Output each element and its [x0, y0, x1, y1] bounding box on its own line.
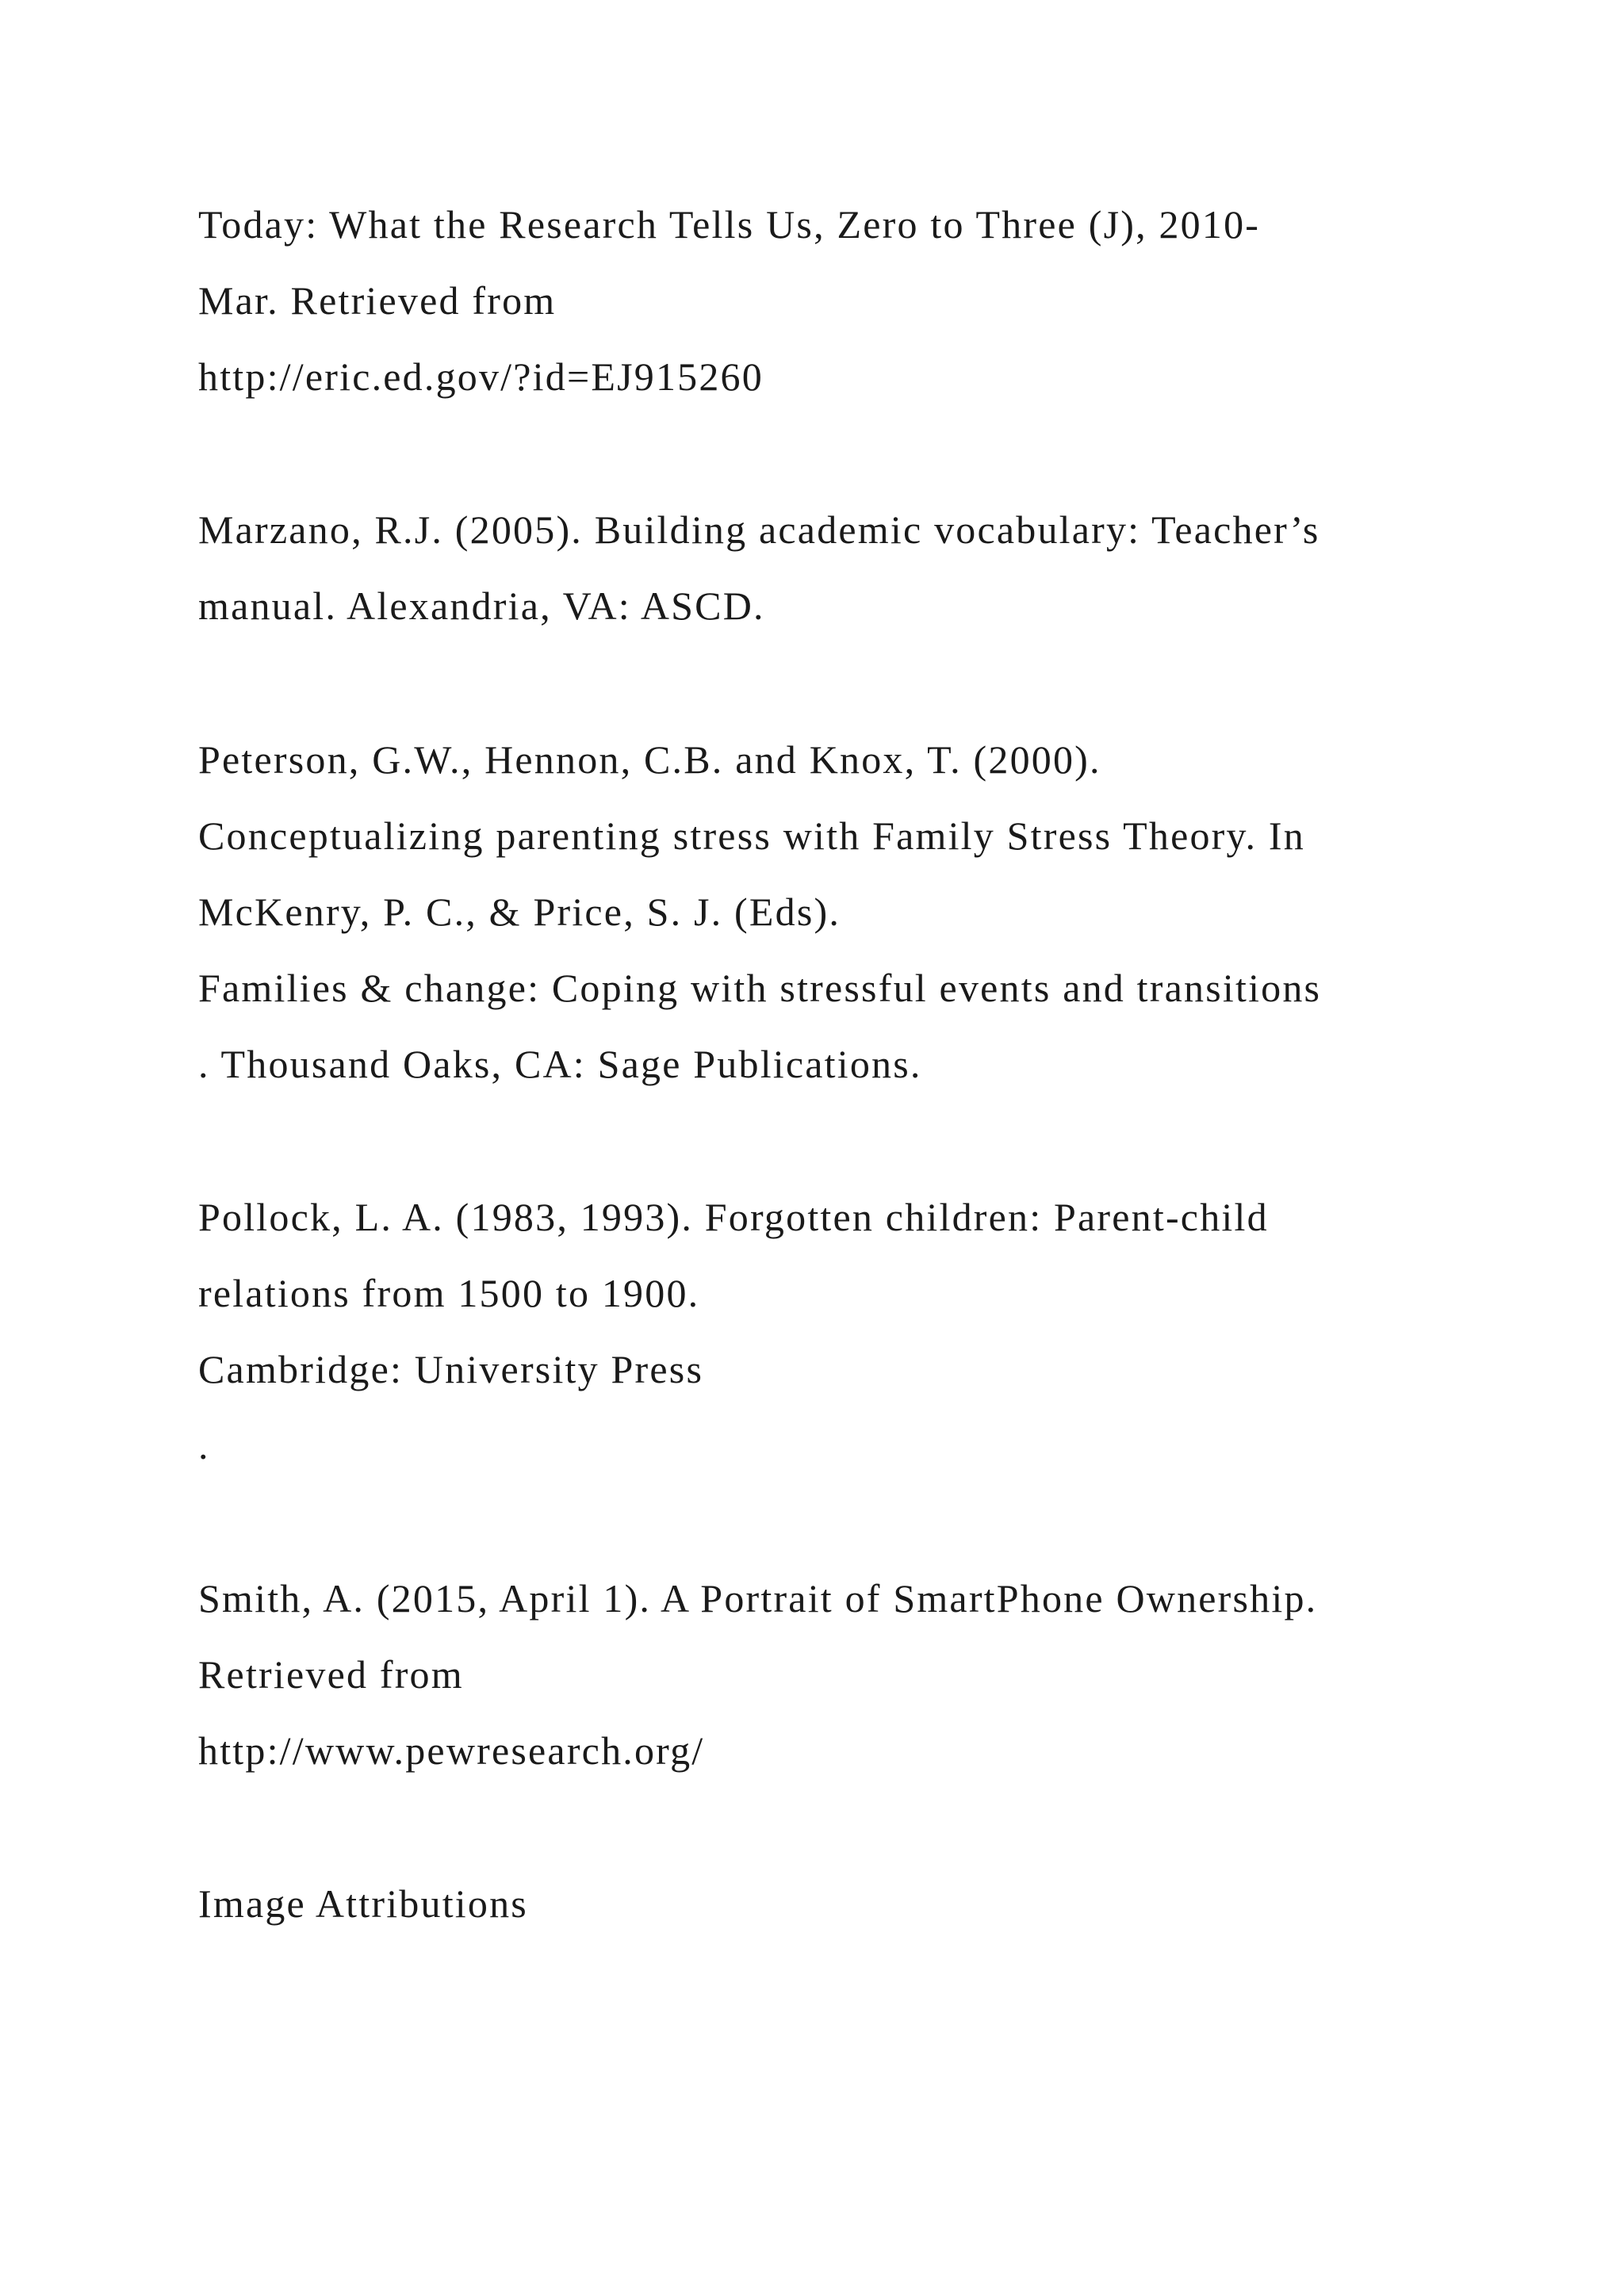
reference-4-line-3: Cambridge: University Press: [198, 1347, 704, 1391]
reference-4-line-4: .: [198, 1423, 210, 1468]
reference-1-line-2: Mar. Retrieved from: [198, 278, 557, 323]
reference-3-line-2: Conceptualizing parenting stress with Family Stress Theory. In: [198, 813, 1305, 858]
reference-4-line-1: Pollock, L. A. (1983, 1993). Forgotten children: Parent-child: [198, 1195, 1269, 1239]
reference-2-line-2: manual. Alexandria, VA: ASCD.: [198, 584, 765, 628]
reference-1-url: http://eric.ed.gov/?id=EJ915260: [198, 354, 764, 399]
reference-3-line-3: McKenry, P. C., & Price, S. J. (Eds).: [198, 890, 841, 934]
reference-5-line-2: Retrieved from: [198, 1652, 464, 1697]
reference-4-line-2: relations from 1500 to 1900.: [198, 1271, 700, 1315]
reference-3-line-5: . Thousand Oaks, CA: Sage Publications.: [198, 1042, 922, 1086]
section-heading: Image Attributions: [198, 1881, 528, 1926]
reference-2-line-1: Marzano, R.J. (2005). Building academic vocabulary: Teacher’s: [198, 507, 1320, 552]
reference-5-url: http://www.pewresearch.org/: [198, 1728, 705, 1773]
reference-1-line-1: Today: What the Research Tells Us, Zero to Three (J), 2010-: [198, 202, 1261, 247]
reference-5-line-1: Smith, A. (2015, April 1). A Portrait of SmartPhone Ownership.: [198, 1576, 1318, 1621]
reference-3-line-1: Peterson, G.W., Hennon, C.B. and Knox, T. (2000).: [198, 737, 1101, 782]
reference-3-line-4: Families & change: Coping with stressful events and transitions: [198, 966, 1322, 1010]
